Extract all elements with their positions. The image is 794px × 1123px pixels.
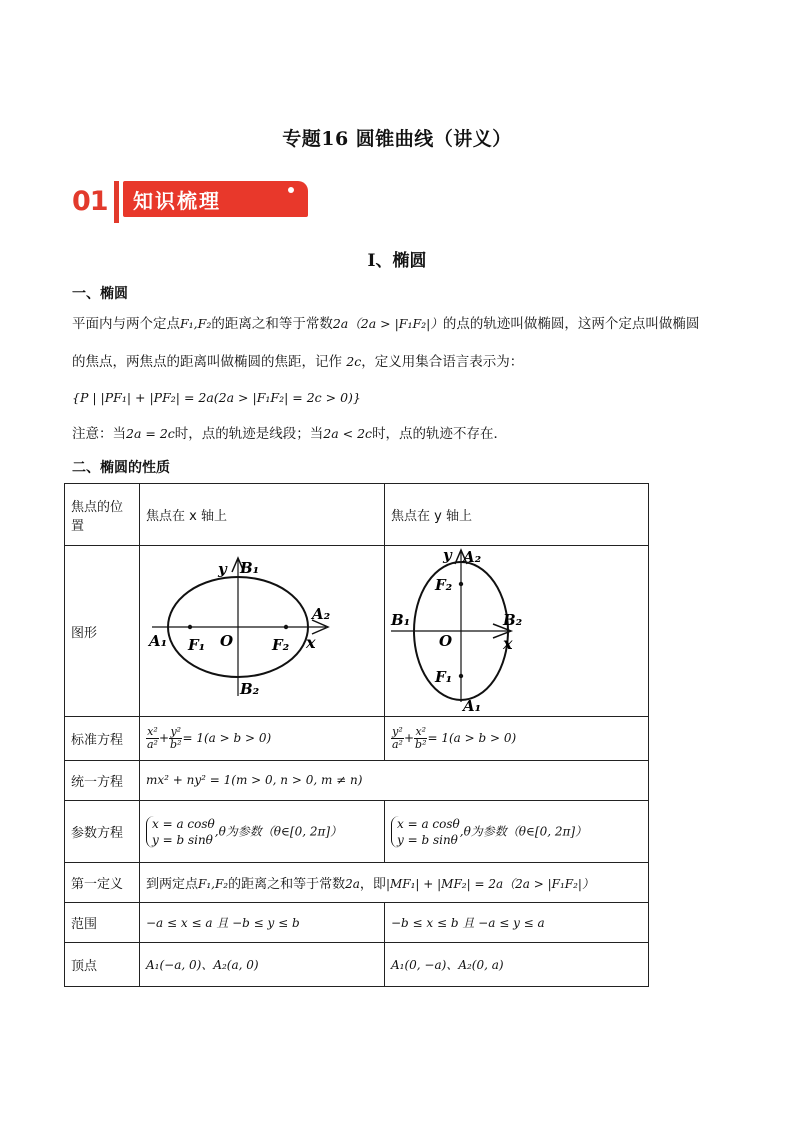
cell-label: 图形 [65, 546, 140, 717]
math: F₁,F₂ [198, 877, 229, 891]
definition-paragraph [72, 314, 732, 334]
math-condition: （2a > |F₁F₂|） [348, 316, 443, 331]
math: −b ≤ x ≤ b 且 −a ≤ y ≤ a [391, 916, 545, 930]
label-y: y [443, 546, 452, 564]
cell-figure-y [385, 546, 649, 717]
banner-label-box [123, 181, 308, 217]
math-eq: 2a = 2c [126, 426, 175, 441]
math: ,θ为参数（θ∈[0, 2π]） [214, 824, 343, 838]
ellipse-figure-x [140, 546, 384, 712]
document-title: 专题16 圆锥曲线（讲义） [282, 128, 512, 150]
label-F1: F₁ [435, 668, 453, 686]
cell [140, 943, 385, 987]
heading-properties: 二、椭圆的性质 [72, 460, 170, 476]
cell [385, 943, 649, 987]
math-lt: 2a < 2c [323, 426, 373, 441]
text: ，定义用集合语言表示为： [361, 354, 524, 370]
text: 平面内与两个定点 [72, 316, 180, 332]
properties-table [64, 483, 649, 987]
math: A₁(−a, 0)、A₂(a, 0) [146, 958, 259, 972]
fraction [414, 726, 427, 751]
numerator: x² [415, 725, 427, 738]
denominator: b² [170, 738, 182, 751]
cell-unified [140, 761, 649, 801]
heading-ellipse: 一、椭圆 [72, 286, 128, 302]
math-2c: 2c [346, 354, 362, 369]
numerator: x² [147, 725, 158, 738]
definition-paragraph-line2 [72, 352, 732, 372]
text: 时，点的轨迹不存在． [372, 426, 508, 442]
cell-definition [140, 863, 649, 903]
numerator: y² [170, 725, 182, 738]
math: = 1(a > b > 0) [182, 731, 272, 745]
fraction [391, 726, 404, 751]
table-row [65, 717, 649, 761]
label-x: x [503, 634, 513, 653]
text: 的焦点，两焦点的距离叫做椭圆的焦距，记作 [72, 354, 342, 370]
text: 的距离之和等于常数 [228, 877, 346, 892]
focus-point [188, 625, 192, 629]
table-row [65, 546, 649, 717]
banner-dot-icon [288, 187, 294, 193]
denominator: b² [415, 738, 427, 751]
denominator: a² [392, 738, 403, 751]
label-O: O [220, 632, 234, 650]
text: 的距离之和等于常数 [211, 316, 333, 332]
math: = 1(a > b > 0) [427, 731, 517, 745]
cell-label: 焦点的位置 [65, 484, 140, 546]
banner-number: 01 [72, 186, 108, 217]
math: A₁(0, −a)、A₂(0, a) [391, 958, 504, 972]
section-banner [72, 178, 312, 224]
label-B1: B₁ [391, 611, 411, 629]
label-A1: A₁ [463, 697, 482, 712]
label-B2: B₂ [240, 680, 260, 698]
cell-label: 第一定义 [65, 863, 140, 903]
table-row [65, 943, 649, 987]
cell: 焦点在 y 轴上 [385, 484, 649, 546]
label-B2: B₂ [503, 611, 523, 629]
ellipse-figure-y [385, 546, 647, 712]
table-row [65, 801, 649, 863]
math: （2a > |F₁F₂|） [503, 877, 594, 891]
table-row [65, 903, 649, 943]
numerator: y² [392, 725, 403, 738]
math-foci: F₁,F₂ [180, 316, 212, 331]
label-x: x [306, 633, 316, 652]
cell-label: 参数方程 [65, 801, 140, 863]
cell-param-y [385, 801, 649, 863]
cell-figure-x [140, 546, 385, 717]
math: 2a [345, 877, 360, 891]
fraction [146, 726, 159, 751]
label-F2: F₂ [435, 576, 453, 594]
math: mx² + ny² = 1(m > 0, n > 0, m ≠ n) [146, 773, 363, 787]
cell-label: 统一方程 [65, 761, 140, 801]
eq-line: x = a cosθ [152, 816, 215, 831]
eq-line: y = b sinθ [397, 832, 458, 847]
label-F2: F₂ [272, 636, 290, 654]
math: ,θ为参数（θ∈[0, 2π]） [459, 824, 588, 838]
cell [385, 903, 649, 943]
label-A2: A₂ [312, 605, 331, 623]
cell-std-x: $\frac{\text{x²}}{\text{a²}}$ + $\frac{\text{y²}}{\text{b²}}$ = 1(a > b > 0) [140, 717, 385, 761]
eq-line: y = b sinθ [152, 832, 213, 847]
label-A2: A₂ [463, 548, 482, 566]
cell: 焦点在 x 轴上 [140, 484, 385, 546]
text: 的点的轨迹叫做椭圆，这两个定点叫做椭圆 [442, 316, 700, 332]
system [146, 816, 215, 848]
math-set: {P | |PF₁| + |PF₂| = 2a(2a > |F₁F₂| = 2c > 0)} [72, 390, 361, 405]
banner-divider [114, 181, 119, 223]
cell-label: 顶点 [65, 943, 140, 987]
label-F1: F₁ [188, 636, 206, 654]
cell-label: 标准方程 [65, 717, 140, 761]
focus-point [459, 582, 463, 586]
math: −a ≤ x ≤ a 且 −b ≤ y ≤ b [146, 916, 300, 930]
eq-line: x = a cosθ [397, 816, 460, 831]
focus-point [459, 674, 463, 678]
focus-point [284, 625, 288, 629]
text: ，即 [359, 877, 386, 892]
math-2a: 2a [332, 316, 349, 331]
table-row [65, 863, 649, 903]
banner-label: 知识梳理 [133, 189, 221, 213]
cell-param-x [140, 801, 385, 863]
table-row [65, 761, 649, 801]
label-y: y [218, 560, 227, 578]
fraction [169, 726, 182, 751]
system [391, 816, 460, 848]
label-O: O [439, 632, 453, 650]
cell [140, 903, 385, 943]
text: 时，点的轨迹是线段；当 [174, 426, 324, 442]
text: 到两定点 [146, 877, 199, 892]
label-B1: B₁ [240, 559, 260, 577]
math: |MF₁| + |MF₂| = 2a [385, 877, 504, 891]
cell-label: 范围 [65, 903, 140, 943]
denominator: a² [147, 738, 158, 751]
label-A1: A₁ [149, 632, 168, 650]
section-heading: Ⅰ、椭圆 [367, 251, 427, 271]
set-expression [72, 388, 732, 408]
cell-std-y: $\frac{\text{y²}}{\text{a²}}$ + $\frac{\text{x²}}{\text{b²}}$ = 1(a > b > 0) [385, 717, 649, 761]
table-row [65, 484, 649, 546]
text: 注意：当 [72, 426, 126, 442]
note-paragraph [72, 424, 732, 444]
